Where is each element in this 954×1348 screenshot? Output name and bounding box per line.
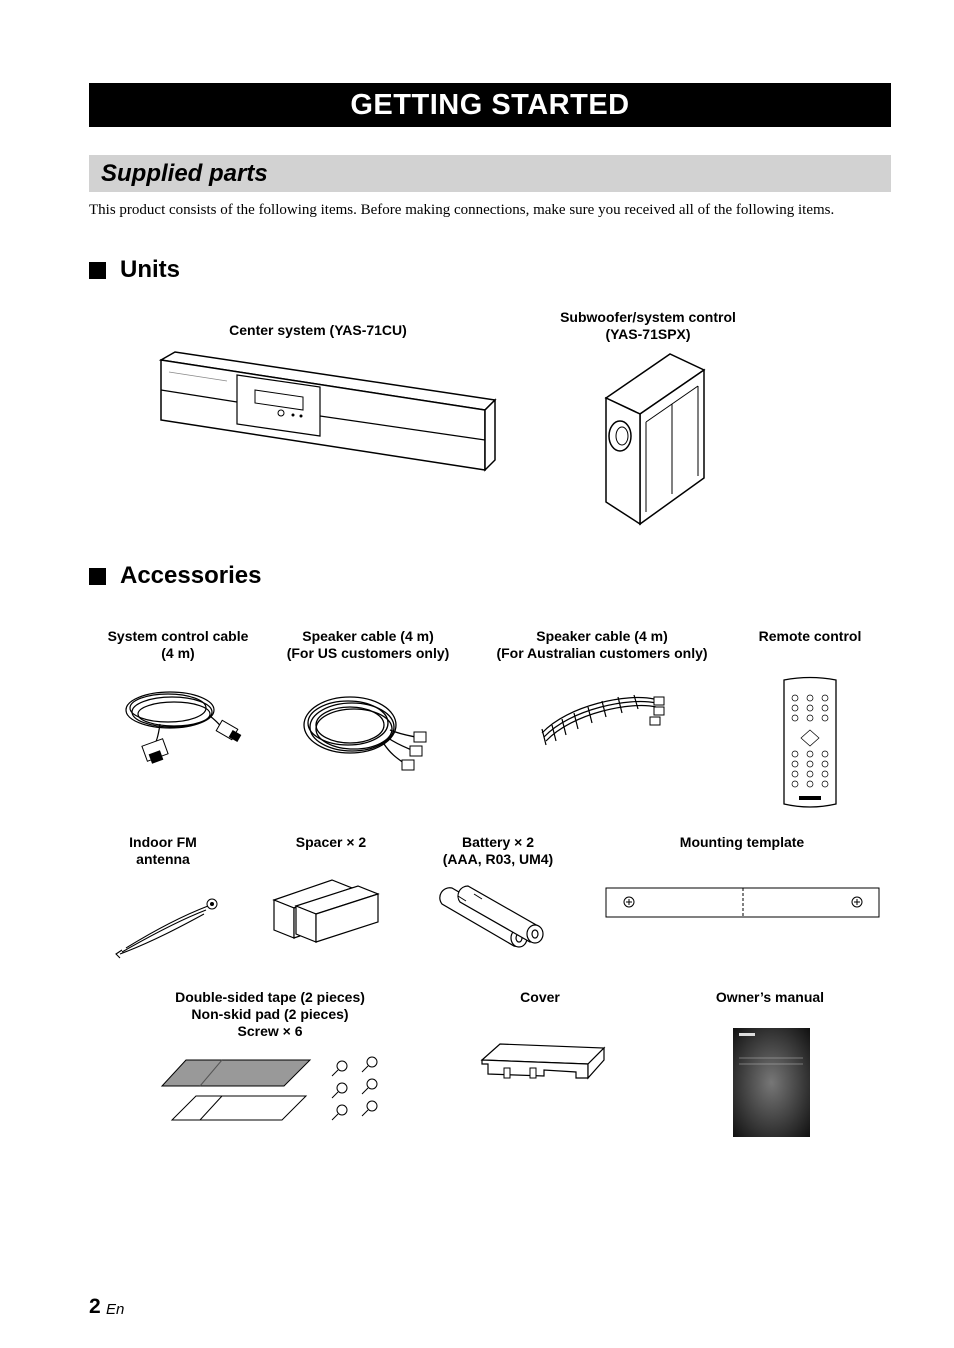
center-system-label: Center system (YAS-71CU)	[229, 322, 407, 338]
speaker-cable-au-image	[538, 685, 673, 750]
page-number: 2	[89, 1295, 101, 1318]
fm-antenna-label: Indoor FM antenna	[129, 834, 197, 867]
owners-manual-image	[733, 1028, 810, 1137]
battery-image	[440, 878, 552, 950]
battery-label: Battery × 2 (AAA, R03, UM4)	[442, 834, 554, 867]
speaker-cable-au-label: Speaker cable (4 m) (For Australian customers only)	[496, 628, 708, 661]
remote-control-image	[781, 676, 839, 810]
owners-manual-label: Owner’s manual	[715, 989, 825, 1005]
speaker-cable-us-image	[300, 680, 435, 780]
remote-control-label: Remote control	[758, 628, 862, 644]
system-control-cable-image	[120, 680, 250, 770]
mounting-template-image	[605, 887, 881, 918]
mounting-template-label: Mounting template	[679, 834, 805, 850]
speaker-cable-us-label: Speaker cable (4 m) (For US customers only)	[286, 628, 450, 661]
tape-pad-screw-image	[162, 1054, 387, 1129]
center-system-image	[155, 350, 500, 475]
accessories-heading-label: Accessories	[120, 562, 262, 589]
subwoofer-label: Subwoofer/system control (YAS-71SPX)	[560, 309, 736, 342]
section-title: Supplied parts	[89, 155, 891, 192]
subwoofer-image	[600, 352, 710, 530]
cover-label: Cover	[520, 989, 560, 1005]
spacer-label: Spacer × 2	[295, 834, 367, 850]
system-cable-label: System control cable (4 m)	[107, 628, 249, 661]
accessories-heading	[89, 562, 261, 590]
intro-text: This product consists of the following items. Before making connections, make sure you received all of the following items.	[89, 202, 835, 218]
square-bullet-icon	[89, 568, 106, 585]
units-heading-label: Units	[120, 256, 180, 283]
chapter-title: GETTING STARTED	[89, 83, 891, 127]
square-bullet-icon	[89, 262, 106, 279]
page-language: En	[106, 1301, 125, 1318]
spacer-image	[270, 876, 385, 944]
units-heading	[89, 256, 180, 284]
fm-antenna-image	[112, 892, 222, 960]
cover-image	[480, 1042, 608, 1082]
tape-pad-screw-label: Double-sided tape (2 pieces) Non-skid pad (2 pieces) Screw × 6	[175, 989, 365, 1039]
